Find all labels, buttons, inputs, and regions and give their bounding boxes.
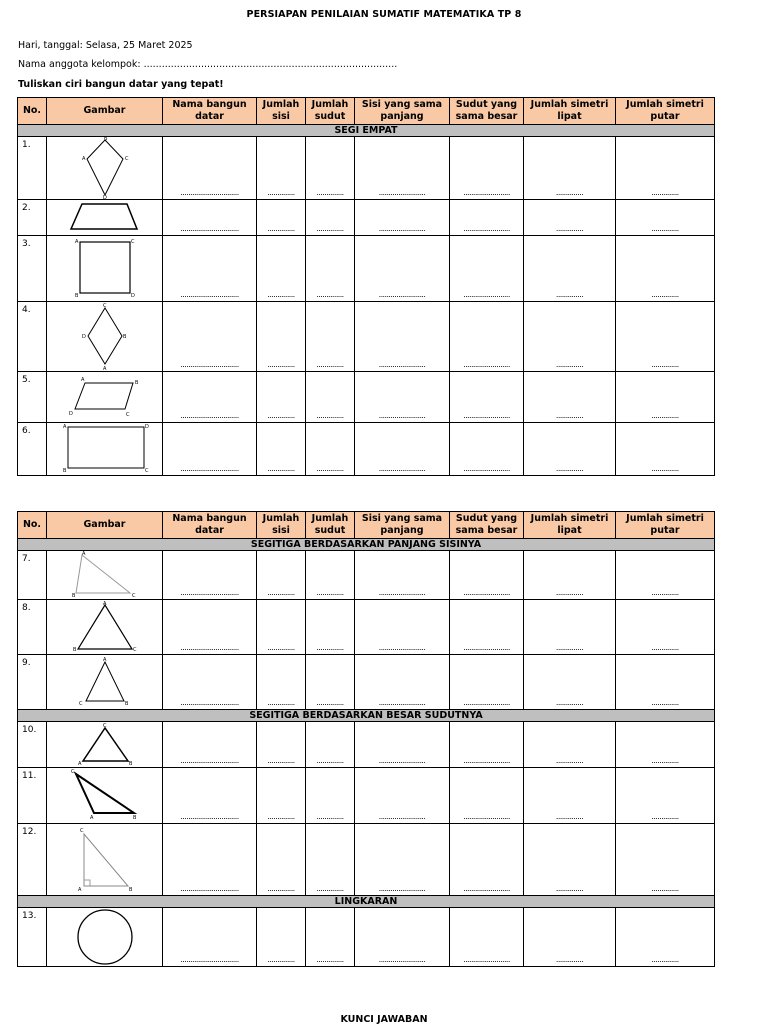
svg-text:B: B [62, 468, 66, 473]
table-row [18, 302, 715, 372]
answer-nama[interactable]: .............................. [163, 551, 257, 600]
answer-nama[interactable]: .............................. [163, 137, 257, 200]
answer-simetri-lipat[interactable]: .............. [524, 600, 616, 655]
svg-text:A: A [62, 424, 66, 430]
answer-sudut[interactable]: .............. [306, 551, 355, 600]
answer-sudut[interactable]: .............. [306, 137, 355, 200]
answer-sisi-sama[interactable]: ........................ [355, 600, 450, 655]
table-header-row [18, 512, 715, 539]
header-simetri-lipat: Jumlah simetri lipat [524, 512, 616, 539]
table-row [18, 824, 715, 896]
svg-text:A: A [77, 887, 81, 892]
table-row [18, 200, 715, 236]
shape-cell [47, 768, 163, 824]
answer-sudut[interactable]: .............. [306, 655, 355, 710]
answer-sudut[interactable]: .............. [306, 200, 355, 236]
svg-text:B: B [124, 701, 128, 707]
svg-text:B: B [74, 293, 78, 299]
answer-simetri-putar[interactable]: .............. [616, 302, 715, 372]
answer-sisi[interactable]: .............. [257, 236, 306, 302]
table-row [18, 655, 715, 710]
row-number: 4. [18, 302, 47, 372]
svg-text:D: D [130, 293, 135, 299]
svg-text:C: C [131, 593, 135, 597]
row-number: 1. [18, 137, 47, 200]
answer-sisi[interactable]: .............. [257, 551, 306, 600]
shape-cell [47, 908, 163, 967]
shape-cell [47, 236, 163, 302]
instruction: Tuliskan ciri bangun datar yang tepat! [18, 79, 224, 90]
date-line: Hari, tanggal: Selasa, 25 Maret 2025 [18, 40, 193, 51]
shape-cell [47, 551, 163, 600]
svg-text:A: A [77, 761, 81, 766]
svg-text:B: B [71, 593, 75, 597]
quadrilateral-table [17, 97, 715, 476]
row-number: 12. [18, 824, 47, 896]
square-icon [70, 236, 140, 300]
section-row [18, 896, 715, 908]
answer-nama[interactable]: .............................. [163, 600, 257, 655]
shape-cell [47, 302, 163, 372]
rectangle-icon [60, 423, 150, 473]
svg-text:A: A [74, 239, 78, 245]
table-row [18, 722, 715, 768]
answer-nama[interactable]: .............................. [163, 200, 257, 236]
answer-sisi-sama[interactable]: ........................ [355, 551, 450, 600]
answer-sudut-sama[interactable]: ........................ [450, 655, 524, 710]
row-number: 3. [18, 236, 47, 302]
svg-text:A: A [102, 366, 106, 370]
table-row [18, 423, 715, 476]
svg-text:C: C [130, 239, 134, 245]
table-header-row [18, 98, 715, 125]
table-row [18, 768, 715, 824]
answer-sisi-sama[interactable]: ........................ [355, 236, 450, 302]
answer-nama[interactable]: .............................. [163, 372, 257, 423]
section-segitiga-sisi: SEGITIGA BERDASARKAN PANJANG SISINYA [18, 539, 715, 551]
header-nama: Nama bangun datar [163, 98, 257, 125]
answer-nama[interactable]: .............................. [163, 768, 257, 824]
svg-text:C: C [79, 828, 83, 834]
answer-sudut-sama[interactable]: ........................ [450, 768, 524, 824]
answer-sisi-sama[interactable]: ........................ [355, 137, 450, 200]
answer-sisi-sama[interactable]: ........................ [355, 908, 450, 967]
kite-icon [75, 137, 135, 199]
scalene-triangle-icon [70, 551, 140, 597]
table-row [18, 908, 715, 967]
answer-sisi[interactable]: .............. [257, 768, 306, 824]
row-number: 7. [18, 551, 47, 600]
answer-simetri-lipat[interactable]: .............. [524, 722, 616, 768]
answer-simetri-putar[interactable]: .............. [616, 722, 715, 768]
answer-simetri-lipat[interactable]: .............. [524, 372, 616, 423]
row-number: 10. [18, 722, 47, 768]
svg-text:B: B [132, 815, 136, 820]
svg-text:C: C [132, 647, 136, 652]
answer-sudut-sama[interactable]: ........................ [450, 600, 524, 655]
answer-simetri-putar[interactable]: .............. [616, 824, 715, 896]
header-gambar: Gambar [47, 98, 163, 125]
row-number: 5. [18, 372, 47, 423]
equilateral-triangle-icon [75, 655, 135, 707]
svg-text:C: C [144, 468, 148, 473]
answer-nama[interactable]: .............................. [163, 824, 257, 896]
svg-text:C: C [70, 769, 74, 775]
header-sisi: Jumlah sisi [257, 512, 306, 539]
section-row [18, 710, 715, 722]
answer-simetri-putar[interactable]: .............. [616, 600, 715, 655]
table-row [18, 236, 715, 302]
svg-text:C: C [102, 723, 106, 729]
svg-text:A: A [102, 601, 106, 607]
shape-cell [47, 722, 163, 768]
answer-simetri-putar[interactable]: .............. [616, 423, 715, 476]
answer-simetri-lipat[interactable]: .............. [524, 200, 616, 236]
svg-text:D: D [102, 195, 107, 199]
table-row [18, 551, 715, 600]
shape-cell [47, 423, 163, 476]
svg-text:B: B [134, 380, 138, 386]
answer-sudut[interactable]: .............. [306, 908, 355, 967]
answer-simetri-putar[interactable]: .............. [616, 768, 715, 824]
answer-sudut[interactable]: .............. [306, 768, 355, 824]
header-sudut: Jumlah sudut [306, 512, 355, 539]
header-no: No. [18, 98, 47, 125]
parallelogram-icon [65, 372, 145, 420]
answer-simetri-putar[interactable]: .............. [616, 655, 715, 710]
rhombus-icon [75, 302, 135, 370]
section-segitiga-sudut: SEGITIGA BERDASARKAN BESAR SUDUTNYA [18, 710, 715, 722]
answer-sisi[interactable]: .............. [257, 824, 306, 896]
answer-sudut-sama[interactable]: ........................ [450, 423, 524, 476]
svg-text:B: B [128, 761, 132, 766]
answer-simetri-putar[interactable]: .............. [616, 200, 715, 236]
answer-sudut-sama[interactable]: ........................ [450, 200, 524, 236]
answer-sudut[interactable]: .............. [306, 722, 355, 768]
header-simetri-putar: Jumlah simetri putar [616, 512, 715, 539]
shape-cell [47, 600, 163, 655]
answer-sudut-sama[interactable]: ........................ [450, 551, 524, 600]
header-sudut-sama: Sudut yang sama besar [450, 512, 524, 539]
answer-simetri-lipat[interactable]: .............. [524, 137, 616, 200]
answer-sudut[interactable]: .............. [306, 236, 355, 302]
answer-simetri-putar[interactable]: .............. [616, 551, 715, 600]
answer-sisi[interactable]: .............. [257, 908, 306, 967]
answer-simetri-putar[interactable]: .............. [616, 908, 715, 967]
answer-sisi[interactable]: .............. [257, 302, 306, 372]
answer-sisi[interactable]: .............. [257, 137, 306, 200]
answer-simetri-putar[interactable]: .............. [616, 236, 715, 302]
section-row [18, 539, 715, 551]
group-members-line: Nama anggota kelompok: .................................................................................... [18, 59, 398, 70]
header-no: No. [18, 512, 47, 539]
svg-text:B: B [103, 137, 107, 142]
answer-sisi-sama[interactable]: ........................ [355, 655, 450, 710]
header-sudut: Jumlah sudut [306, 98, 355, 125]
acute-triangle-icon [75, 722, 135, 766]
answer-sudut-sama[interactable]: ........................ [450, 137, 524, 200]
triangle-circle-table [17, 511, 715, 967]
answer-sudut-sama[interactable]: ........................ [450, 908, 524, 967]
answer-sudut-sama[interactable]: ........................ [450, 372, 524, 423]
shape-cell [47, 137, 163, 200]
answer-sisi-sama[interactable]: ........................ [355, 423, 450, 476]
answer-simetri-putar[interactable]: .............. [616, 372, 715, 423]
answer-nama[interactable]: .............................. [163, 655, 257, 710]
answer-sudut[interactable]: .............. [306, 600, 355, 655]
header-sudut-sama: Sudut yang sama besar [450, 98, 524, 125]
row-number: 6. [18, 423, 47, 476]
svg-text:D: D [81, 334, 86, 340]
header-sisi: Jumlah sisi [257, 98, 306, 125]
answer-simetri-lipat[interactable]: .............. [524, 655, 616, 710]
trapezoid-icon [67, 200, 143, 234]
shape-cell [47, 200, 163, 236]
row-number: 8. [18, 600, 47, 655]
table-row [18, 600, 715, 655]
obtuse-triangle-icon [70, 768, 140, 820]
svg-text:C: C [102, 303, 106, 309]
answer-nama[interactable]: .............................. [163, 423, 257, 476]
answer-simetri-putar[interactable]: .............. [616, 137, 715, 200]
answer-sisi-sama[interactable]: ........................ [355, 200, 450, 236]
answer-sisi[interactable]: .............. [257, 655, 306, 710]
svg-text:B: B [122, 334, 126, 340]
page-title: PERSIAPAN PENILAIAN SUMATIF MATEMATIKA TP 8 [246, 9, 522, 20]
svg-text:D: D [68, 411, 73, 417]
answer-sisi[interactable]: .............. [257, 423, 306, 476]
section-row [18, 125, 715, 137]
answer-sudut-sama[interactable]: ........................ [450, 824, 524, 896]
answer-nama[interactable]: .............................. [163, 236, 257, 302]
answer-sisi[interactable]: .............. [257, 600, 306, 655]
svg-text:C: C [125, 412, 129, 418]
isosceles-triangle-icon [72, 600, 138, 652]
answer-sisi-sama[interactable]: ........................ [355, 302, 450, 372]
table-row [18, 137, 715, 200]
answer-sisi[interactable]: .............. [257, 722, 306, 768]
svg-text:A: A [80, 377, 84, 383]
shape-cell [47, 372, 163, 423]
header-sisi-sama: Sisi yang sama panjang [355, 512, 450, 539]
answer-key-heading: KUNCI JAWABAN [340, 1014, 428, 1025]
header-simetri-putar: Jumlah simetri putar [616, 98, 715, 125]
svg-text:A: A [89, 815, 93, 820]
answer-simetri-lipat[interactable]: .............. [524, 551, 616, 600]
row-number: 11. [18, 768, 47, 824]
svg-text:C: C [124, 156, 128, 162]
right-triangle-icon [72, 824, 138, 892]
section-segi-empat: SEGI EMPAT [18, 125, 715, 137]
answer-nama[interactable]: .............................. [163, 722, 257, 768]
svg-text:B: B [72, 647, 76, 652]
answer-sudut[interactable]: .............. [306, 372, 355, 423]
svg-text:C: C [78, 701, 82, 707]
answer-sisi-sama[interactable]: ........................ [355, 372, 450, 423]
svg-text:A: A [102, 657, 106, 663]
shape-cell [47, 655, 163, 710]
svg-text:D: D [144, 424, 149, 430]
table-row [18, 372, 715, 423]
answer-sisi-sama[interactable]: ........................ [355, 768, 450, 824]
answer-sudut[interactable]: .............. [306, 302, 355, 372]
section-lingkaran: LINGKARAN [18, 896, 715, 908]
header-simetri-lipat: Jumlah simetri lipat [524, 98, 616, 125]
svg-text:B: B [128, 887, 132, 892]
answer-sisi-sama[interactable]: ........................ [355, 722, 450, 768]
svg-text:A: A [81, 156, 85, 162]
row-number: 13. [18, 908, 47, 967]
svg-text:A: A [81, 551, 85, 557]
answer-simetri-lipat[interactable]: .............. [524, 423, 616, 476]
row-number: 9. [18, 655, 47, 710]
answer-simetri-lipat[interactable]: .............. [524, 302, 616, 372]
answer-sudut-sama[interactable]: ........................ [450, 302, 524, 372]
answer-simetri-lipat[interactable]: .............. [524, 236, 616, 302]
answer-simetri-lipat[interactable]: .............. [524, 768, 616, 824]
shape-cell [47, 824, 163, 896]
answer-nama[interactable]: .............................. [163, 908, 257, 967]
answer-sudut[interactable]: .............. [306, 423, 355, 476]
answer-simetri-lipat[interactable]: .............. [524, 908, 616, 967]
answer-nama[interactable]: .............................. [163, 302, 257, 372]
answer-sudut-sama[interactable]: ........................ [450, 236, 524, 302]
answer-sudut-sama[interactable]: ........................ [450, 722, 524, 768]
header-sisi-sama: Sisi yang sama panjang [355, 98, 450, 125]
answer-sisi[interactable]: .............. [257, 372, 306, 423]
answer-simetri-lipat[interactable]: .............. [524, 824, 616, 896]
header-nama: Nama bangun datar [163, 512, 257, 539]
row-number: 2. [18, 200, 47, 236]
header-gambar: Gambar [47, 512, 163, 539]
circle-icon [75, 908, 135, 966]
answer-sisi[interactable]: .............. [257, 200, 306, 236]
answer-sudut[interactable]: .............. [306, 824, 355, 896]
answer-sisi-sama[interactable]: ........................ [355, 824, 450, 896]
